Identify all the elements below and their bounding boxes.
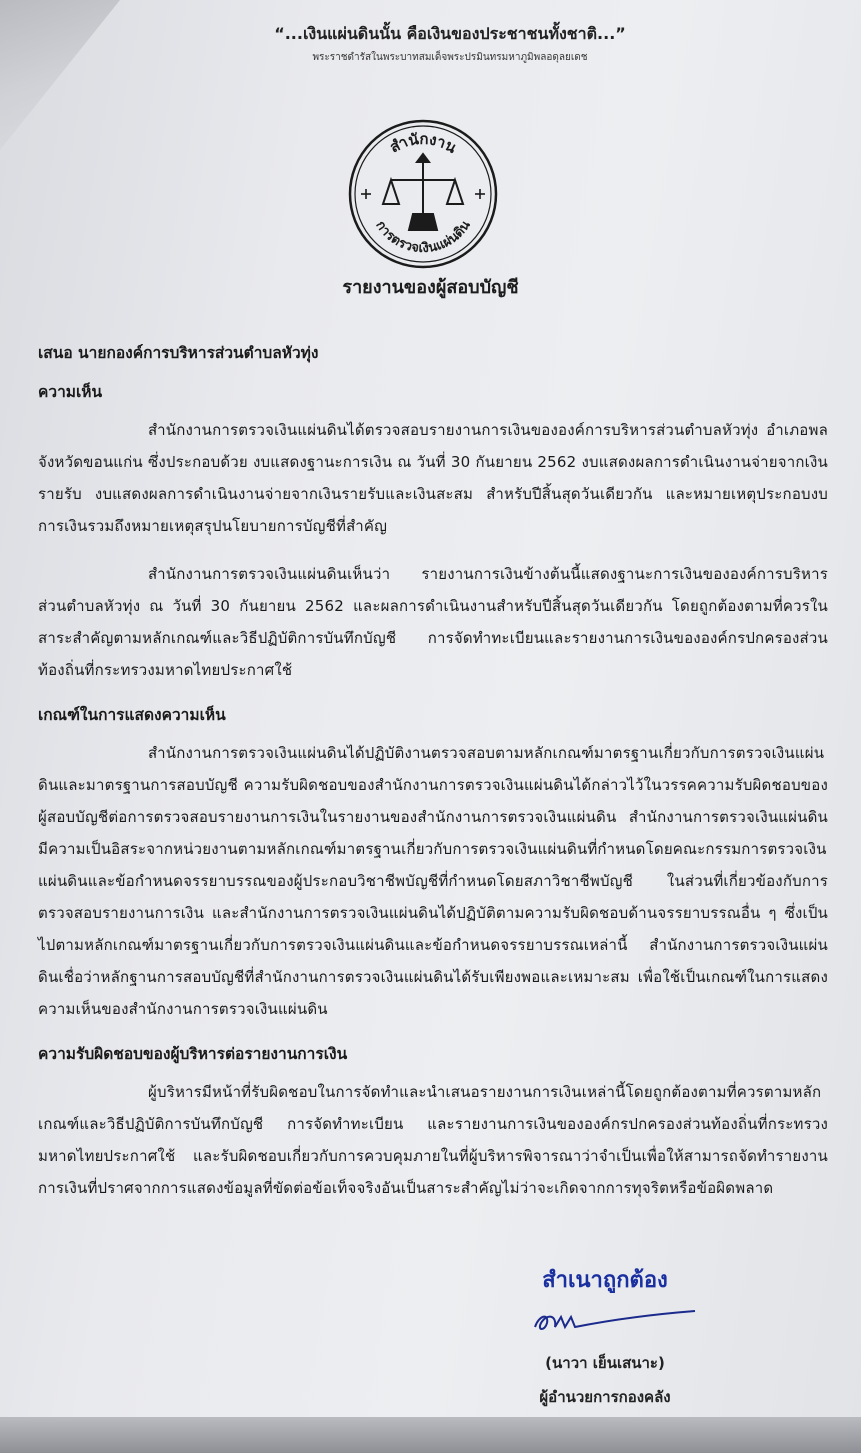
certification-block [505,1262,705,1409]
section-heading-management-responsibility: ความรับผิดชอบของผู้บริหารต่อรายงานการเงิน [38,1045,348,1063]
section-heading-opinion: ความเห็น [38,383,103,401]
addressee: เสนอ นายกองค์การบริหารส่วนตำบลหัวทุ่ง [38,344,319,362]
paragraph-opinion-1: สำนักงานการตรวจเงินแผ่นดินได้ตรวจสอบรายงานการเงินขององค์การบริหารส่วนตำบลหัวทุ่ง อำเภอพล จังหวัดขอนแก่น ซึ่งประกอบด้วย งบแสดงฐานะการเงิน ณ วันที่ 30 กันยายน 2562 งบแสดงผลการดำเนินงานจ่ายจากเงินรายรับ งบแสดงผลการดำเนินงานจ่ายจากเงินรายรับและเงินสะสม สำหรับปีสิ้นสุดวันเดียวกัน และหมายเหตุประกอบงบการเงินรวมถึงหมายเหตุสรุปนโยบายการบัญชีที่สำคัญ [38,421,828,535]
svg-text:สำนักงาน [387,130,460,157]
paragraph-management-responsibility: ผู้บริหารมีหน้าที่รับผิดชอบในการจัดทำและนำเสนอรายงานการเงินเหล่านี้โดยถูกต้องตามที่ควรตามหลักเกณฑ์และวิธีปฏิบัติการบันทึกบัญชี การจัดทำทะเบียน และรายงานการเงินขององค์กรปกครองส่วนท้องถิ่นที่กระทรวงมหาดไทยประกาศใช้ และรับผิดชอบเกี่ยวกับการควบคุมภายในที่ผู้บริหารพิจารณาว่าจำเป็นเพื่อให้สามารถจัดทำรายงานการเงินที่ปราศจากการแสดงข้อมูลที่ขัดต่อข้อเท็จจริงอันเป็นสาระสำคัญไม่ว่าจะเกิดจากการทุจริตหรือข้อผิดพลาด [38,1083,828,1197]
page-bottom-shadow [0,1417,861,1453]
oag-seal-icon [347,118,499,270]
seal-text-top: สำนักงาน [387,129,460,157]
royal-quote: “...เงินแผ่นดินนั้น คือเงินของประชาชนทั้งชาติ...” [274,24,626,43]
signer-title: ผู้อำนวยการกองคลัง [539,1388,671,1406]
seal-text-bottom: การตรวจเงินแผ่นดิน [372,218,474,257]
signer-name: (นาวา เย็นเสนาะ) [545,1354,665,1372]
royal-quote-source: พระราชดำรัสในพระบาทสมเด็จพระปรมินทรมหาภูมิพลอดุลยเดช [312,52,588,63]
handwritten-signature-icon [505,1301,705,1341]
paragraph-opinion-2: สำนักงานการตรวจเงินแผ่นดินเห็นว่า รายงานการเงินข้างต้นนี้แสดงฐานะการเงินขององค์การบริหารส่วนตำบลหัวทุ่ง ณ วันที่ 30 กันยายน 2562 และผลการดำเนินงานสำหรับปีสิ้นสุดวันเดียวกัน โดยถูกต้องตามที่ควรในสาระสำคัญตามหลักเกณฑ์และวิธีปฏิบัติการบันทึกบัญชี การจัดทำทะเบียนและรายงานการเงินขององค์กรปกครองส่วนท้องถิ่นที่กระทรวงมหาดไทยประกาศใช้ [38,565,828,679]
section-heading-basis: เกณฑ์ในการแสดงความเห็น [38,706,226,724]
certified-copy-stamp: สำเนาถูกต้อง [542,1268,668,1293]
document-body [38,340,828,1220]
paragraph-basis: สำนักงานการตรวจเงินแผ่นดินได้ปฏิบัติงานตรวจสอบตามหลักเกณฑ์มาตรฐานเกี่ยวกับการตรวจเงินแผ่นดินและมาตรฐานการสอบบัญชี ความรับผิดชอบของสำนักงานการตรวจเงินแผ่นดินได้กล่าวไว้ในวรรคความรับผิดชอบของผู้สอบบัญชีต่อการตรวจสอบรายงานการเงินในรายงานของสำนักงานการตรวจเงินแผ่นดิน สำนักงานการตรวจเงินแผ่นดินมีความเป็นอิสระจากหน่วยงานตามหลักเกณฑ์มาตรฐานเกี่ยวกับการตรวจเงินแผ่นดินที่กำหนดโดยคณะกรรมการตรวจเงินแผ่นดินและข้อกำหนดจรรยาบรรณของผู้ประกอบวิชาชีพบัญชีที่กำหนดโดยสภาวิชาชีพบัญชี ในส่วนที่เกี่ยวข้องกับการตรวจสอบรายงานการเงิน และสำนักงานการตรวจเงินแผ่นดินได้ปฏิบัติตามความรับผิดชอบด้านจรรยาบรรณอื่น ๆ ซึ่งเป็นไปตามหลักเกณฑ์มาตรฐานเกี่ยวกับการตรวจเงินแผ่นดินและข้อกำหนดจรรยาบรรณเหล่านี้ สำนักงานการตรวจเงินแผ่นดินเชื่อว่าหลักฐานการสอบบัญชีที่สำนักงานการตรวจเงินแผ่นดินได้รับเพียงพอและเหมาะสม เพื่อใช้เป็นเกณฑ์ในการแสดงความเห็นของสำนักงานการตรวจเงินแผ่นดิน [38,744,828,1018]
page-corner-shadow [0,0,120,150]
report-title: รายงานของผู้สอบบัญชี [342,277,519,298]
